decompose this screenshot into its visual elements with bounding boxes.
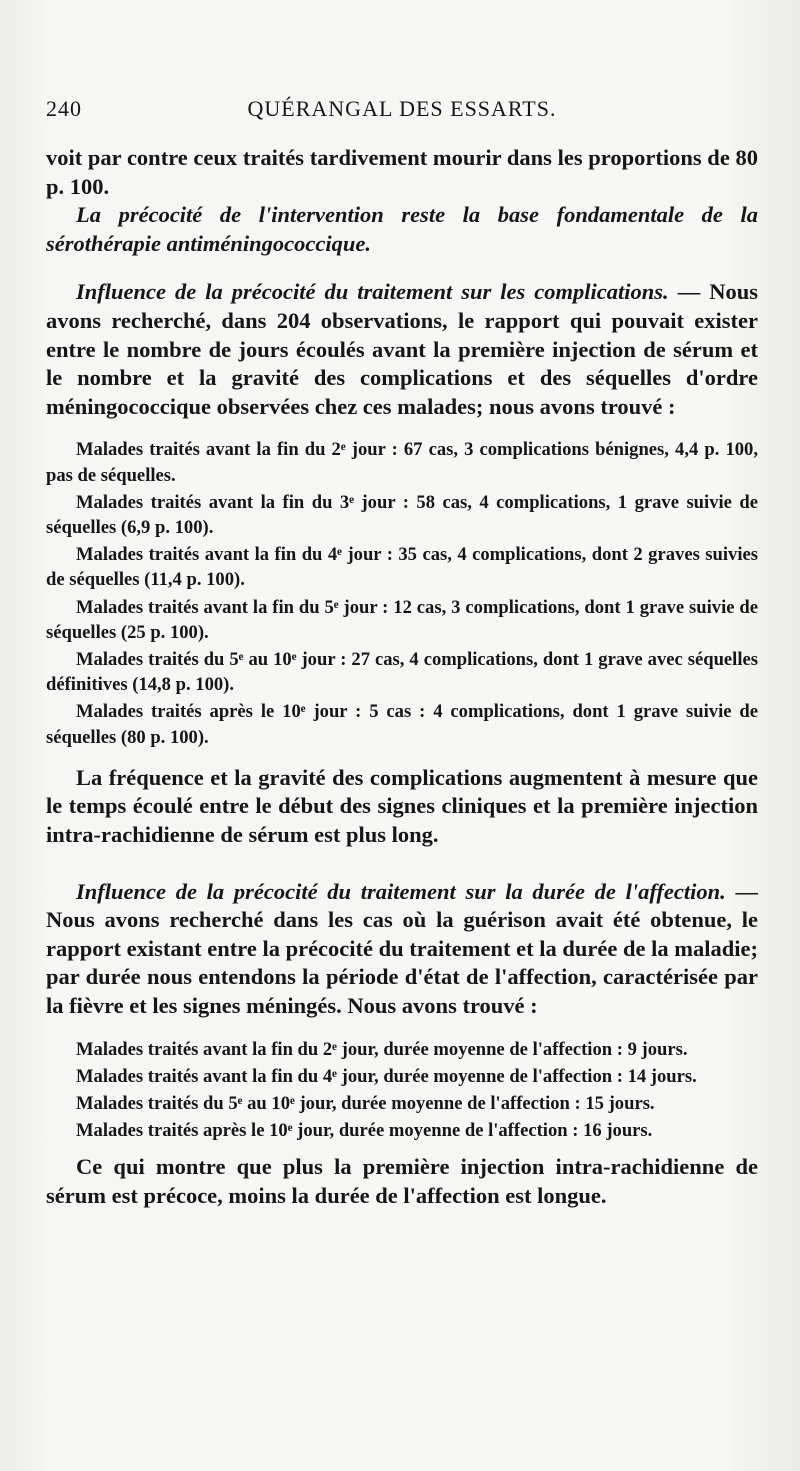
list-item: Malades traités avant la fin du 2ᵉ jour, durée moyenne de l'affection : 9 jours. xyxy=(76,1038,688,1060)
list-item: Malades traités avant la fin du 3ᵉ jour : 58 cas, 4 complications, 1 grave suivie de séquelles (6,9 p. 100). xyxy=(46,491,758,538)
section-heading-complications: Influence de la précocité du traitement sur les complications. xyxy=(76,279,669,305)
paragraph-frequency: La fréquence et la gravité des complications augmentent à mesure que le temps écoulé entre le début des signes cliniques et la première injection intra-rachidienne de sérum est plus long. xyxy=(46,764,758,847)
list-item: Malades traités avant la fin du 5ᵉ jour : 12 cas, 3 complications, dont 1 grave suivie de séquelles (25 p. 100). xyxy=(46,596,758,643)
list-item: Malades traités après le 10ᵉ jour : 5 cas : 4 complications, dont 1 grave suivie de séquelles (80 p. 100). xyxy=(46,701,758,748)
page-body xyxy=(46,144,758,1211)
list-item: Malades traités avant la fin du 4ᵉ jour, durée moyenne de l'affection : 14 jours. xyxy=(76,1065,697,1087)
paragraph-complications-text: — Nous avons recherché, dans 204 observations, le rapport qui pouvait exister entre le nombre de jours écoulés avant la première injection de sérum et le nombre et la gravité des complications et des séquelles d'ordre méningococcique observées chez ces malades; nous avons trouvé : xyxy=(46,279,758,419)
paragraph-continuation: voit par contre ceux traités tardivement mourir dans les proportions de 80 p. 100. xyxy=(46,145,758,199)
paragraph-duration-text: — Nous avons recherché dans les cas où la guérison avait été obtenue, le rapport existant entre la précocité du traitement et la durée de la maladie; par durée nous entendons la période d'état de l'affection, caractérisée par la fièvre et les signes méningés. Nous avons trouvé : xyxy=(46,878,759,1018)
running-header xyxy=(46,96,758,126)
list-item: Malades traités après le 10ᵉ jour, durée moyenne de l'affection : 16 jours. xyxy=(76,1120,653,1142)
paragraph-duration xyxy=(46,878,758,1021)
list-item: Malades traités avant la fin du 4ᵉ jour : 35 cas, 4 complications, dont 2 graves suivies de séquelles (11,4 p. 100). xyxy=(46,544,758,591)
list-item: Malades traités du 5ᵉ au 10ᵉ jour : 27 cas, 4 complications, dont 1 grave avec séquelles définitives (14,8 p. 100). xyxy=(46,648,758,696)
paragraph-conclusion: La précocité de l'intervention reste la base fondamentale de la sérothérapie antiméningococcique. xyxy=(46,202,758,256)
duration-list xyxy=(46,1037,758,1144)
list-item: Malades traités avant la fin du 2ᵉ jour : 67 cas, 3 complications bénignes, 4,4 p. 100, pas de séquelles. xyxy=(46,439,758,486)
paragraph-final: Ce qui montre que plus la première injection intra-rachidienne de sérum est précoce, moins la durée de l'affection est longue. xyxy=(46,1154,758,1208)
paragraph-complications xyxy=(46,278,758,421)
running-title: QUÉRANGAL DES ESSARTS. xyxy=(247,96,557,121)
complications-list xyxy=(46,437,758,749)
page-number: 240 xyxy=(46,96,82,121)
list-item: Malades traités du 5ᵉ au 10ᵉ jour, durée moyenne de l'affection : 15 jours. xyxy=(76,1092,655,1114)
section-heading-duration: Influence de la précocité du traitement sur la durée de l'affection. xyxy=(76,878,726,904)
